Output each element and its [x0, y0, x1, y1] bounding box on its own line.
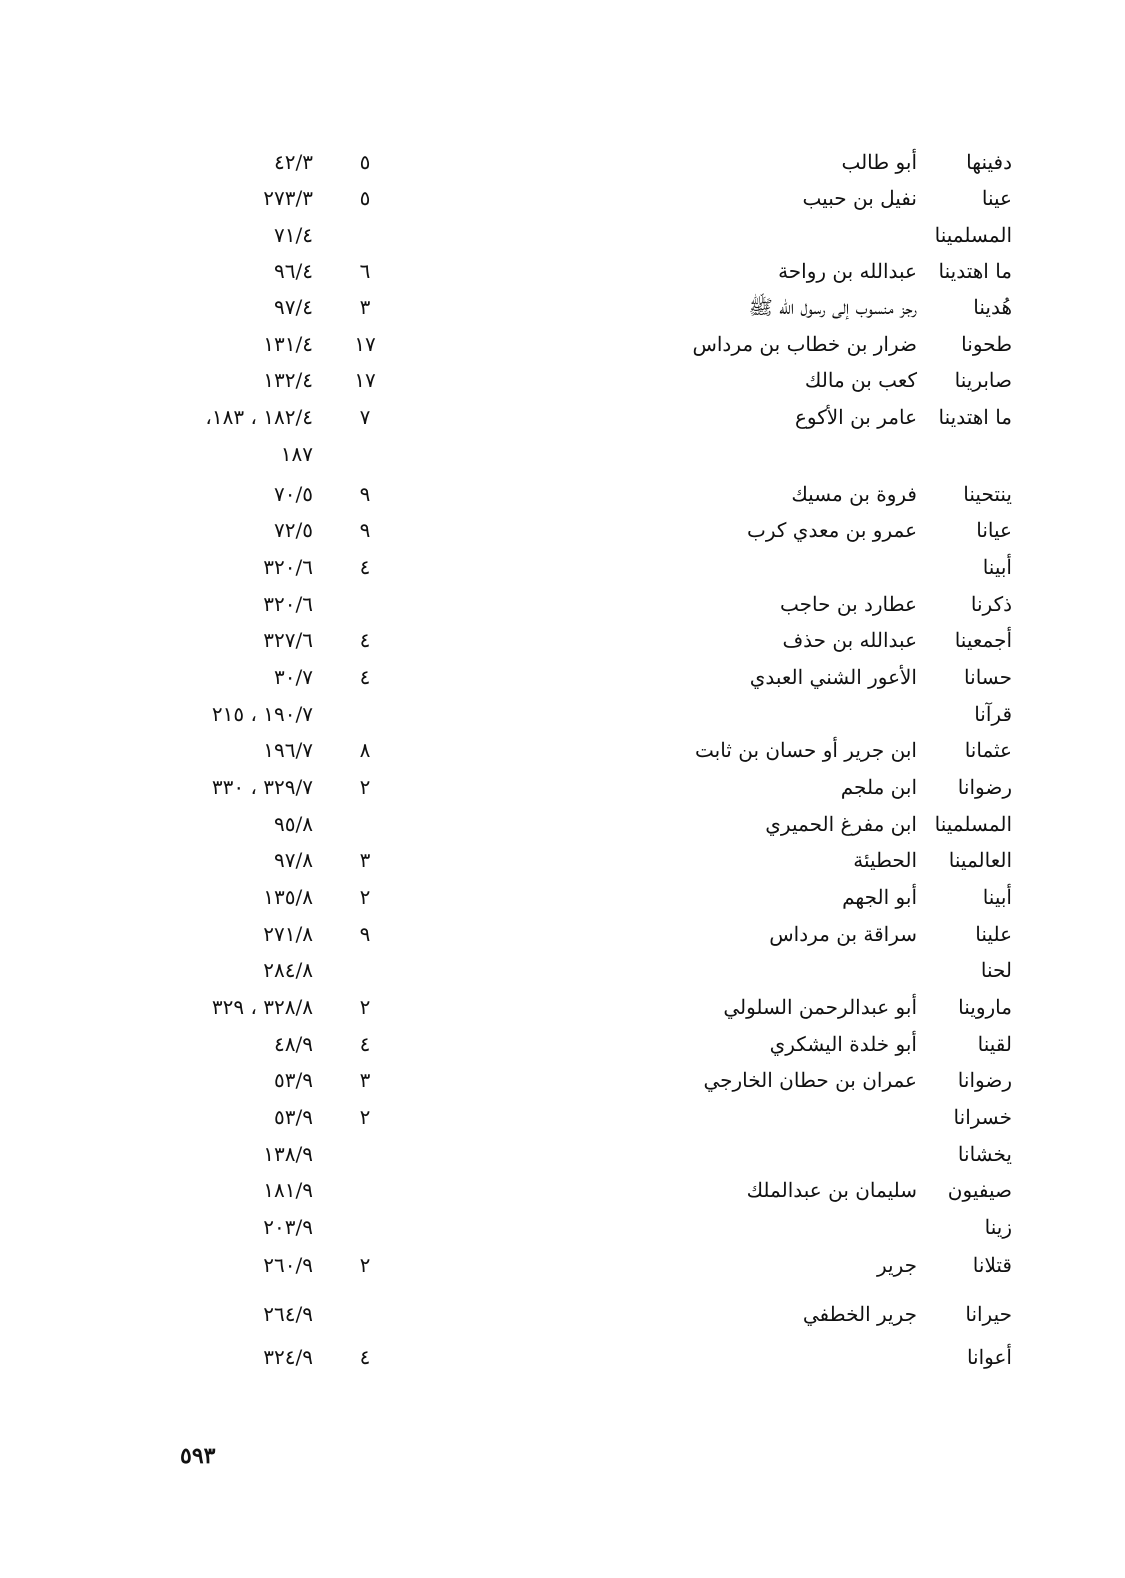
rhyme-word: قتلانا	[972, 1253, 1012, 1277]
index-row	[0, 181, 1125, 215]
rhyme-word: أجمعينا	[954, 628, 1012, 652]
verse-count	[345, 1210, 385, 1244]
verse-count: ٢	[359, 885, 371, 909]
verse-count	[345, 218, 385, 252]
poet-name: جرير	[877, 1253, 917, 1277]
index-row	[0, 917, 1125, 951]
volume-page-ref: ٣٢٠/٦	[263, 555, 313, 579]
volume-page-ref: ٩٧/٨	[274, 848, 313, 872]
poet-name: أبو عبدالرحمن السلولي	[723, 995, 917, 1019]
page-number: ٥٩٣	[180, 1443, 216, 1469]
index-row	[0, 363, 1125, 397]
volume-page-ref: ٢٦٤/٩	[263, 1302, 313, 1326]
volume-page-ref: ٩٧/٤	[274, 295, 313, 319]
verse-count: ٤	[359, 665, 371, 689]
index-row	[0, 1063, 1125, 1097]
index-row	[0, 990, 1125, 1024]
verse-count	[345, 953, 385, 987]
poet-name	[437, 218, 917, 252]
volume-page-ref: ٢٨٤/٨	[263, 958, 313, 982]
rhyme-word	[932, 437, 1012, 471]
volume-page-ref: ٥٣/٩	[274, 1105, 313, 1129]
index-row	[0, 1027, 1125, 1061]
index-row	[0, 1100, 1125, 1134]
index-row	[0, 327, 1125, 361]
volume-page-ref: ٣٠/٧	[274, 665, 313, 689]
rhyme-word: لقينا	[977, 1032, 1012, 1056]
poet-name	[437, 697, 917, 731]
index-row	[0, 1210, 1125, 1244]
poet-name: ابن مفرغ الحميري	[765, 812, 917, 836]
verse-count	[345, 1137, 385, 1171]
rhyme-word: عثمانا	[964, 738, 1012, 762]
poet-name: الحطيئة	[853, 848, 917, 872]
rhyme-word: أعوانا	[966, 1345, 1012, 1369]
poet-name: عطارد بن حاجب	[780, 592, 917, 616]
rhyme-word: رضوانا	[957, 1068, 1012, 1092]
rhyme-word: حيرانا	[965, 1302, 1012, 1326]
index-row	[0, 770, 1125, 804]
index-row	[0, 1173, 1125, 1207]
poet-name: ابن ملجم	[840, 775, 917, 799]
rhyme-word: خسرانا	[953, 1105, 1012, 1129]
volume-page-ref: ٢٧٣/٣	[263, 186, 313, 210]
index-row	[0, 145, 1125, 179]
volume-page-ref: ١٩٠/٧ ، ٢١٥	[211, 702, 313, 726]
verse-count: ٩	[359, 482, 371, 506]
index-row	[0, 587, 1125, 621]
volume-page-ref: ٢٦٠/٩	[263, 1253, 313, 1277]
verse-count: ٥	[359, 150, 371, 174]
index-row	[0, 400, 1125, 434]
volume-page-ref: ١٣٢/٤	[263, 368, 313, 392]
rhyme-word: العالمينا	[948, 848, 1012, 872]
rhyme-word: علينا	[975, 922, 1012, 946]
poet-name: عمران بن حطان الخارجي	[703, 1068, 917, 1092]
rhyme-word: صابرينا	[954, 368, 1012, 392]
poet-name: ابن جرير أو حسان بن ثابت	[695, 738, 917, 762]
poet-name	[437, 550, 917, 584]
rhyme-word: عينا	[981, 186, 1012, 210]
rhyme-word: قرآنا	[974, 702, 1012, 726]
poet-name: عبدالله بن حذف	[782, 628, 917, 652]
volume-page-ref: ٣٢٤/٩	[263, 1345, 313, 1369]
poet-name: أبو طالب	[841, 150, 917, 174]
volume-page-ref: ٢٠٣/٩	[263, 1215, 313, 1239]
volume-page-ref: ٣٢٠/٦	[263, 592, 313, 616]
rhyme-word: حسانا	[964, 665, 1012, 689]
rhyme-word: هُدينا	[973, 295, 1012, 319]
poet-name	[437, 437, 917, 471]
poet-name	[437, 1340, 917, 1374]
volume-page-ref: ١٣١/٤	[263, 332, 313, 356]
verse-count: ٦	[359, 259, 371, 283]
rhyme-word: أبينا	[982, 555, 1012, 579]
index-row	[0, 880, 1125, 914]
index-row	[0, 697, 1125, 731]
index-row	[0, 843, 1125, 877]
rhyme-word: المسلمينا	[934, 223, 1012, 247]
index-row	[0, 807, 1125, 841]
poet-name: جرير الخطفي	[802, 1302, 917, 1326]
verse-count	[345, 697, 385, 731]
volume-page-ref: ٣٢٨/٨ ، ٣٢٩	[211, 995, 313, 1019]
volume-page-ref: ٧٢/٥	[274, 518, 313, 542]
verse-count: ٩	[359, 922, 371, 946]
verse-count	[345, 1297, 385, 1331]
index-row	[0, 953, 1125, 987]
volume-page-ref: ٥٣/٩	[274, 1068, 313, 1092]
verse-count: ١٧	[354, 368, 376, 392]
index-row	[0, 218, 1125, 252]
rhyme-word: أبينا	[982, 885, 1012, 909]
verse-count: ٢	[359, 775, 371, 799]
poet-name: الأعور الشني العبدي	[749, 665, 917, 689]
verse-count: ٢	[359, 1105, 371, 1129]
rhyme-word: دفينها	[966, 150, 1012, 174]
rhyme-word: ما اهتدينا	[938, 259, 1012, 283]
index-row	[0, 437, 1125, 471]
poet-name: كعب بن مالك	[804, 368, 917, 392]
volume-page-ref: ٣٢٧/٦	[263, 628, 313, 652]
verse-count: ٢	[359, 1253, 371, 1277]
poet-name: عامر بن الأكوع	[794, 405, 917, 429]
index-row	[0, 1137, 1125, 1171]
rhyme-word: ماروينا	[958, 995, 1012, 1019]
verse-count	[345, 807, 385, 841]
verse-count: ٣	[359, 1068, 371, 1092]
poet-name: عمرو بن معدي كرب	[747, 518, 917, 542]
verse-count: ٣	[359, 848, 371, 872]
index-row	[0, 1297, 1125, 1331]
volume-page-ref: ١٨٧	[280, 442, 313, 466]
poet-name	[437, 1137, 917, 1171]
poet-name: رجز منسوب إلى رسول الله ﷺ	[748, 295, 917, 319]
rhyme-word: رضوانا	[957, 775, 1012, 799]
rhyme-word: عيانا	[976, 518, 1012, 542]
poet-name	[437, 1210, 917, 1244]
volume-page-ref: ٩٦/٤	[274, 259, 313, 283]
volume-page-ref: ٢٧١/٨	[263, 922, 313, 946]
poet-name: فروة بن مسيك	[791, 482, 917, 506]
poet-name	[437, 1100, 917, 1134]
verse-count: ٢	[359, 995, 371, 1019]
index-row	[0, 550, 1125, 584]
index-row	[0, 1248, 1125, 1282]
verse-count: ٤	[359, 1032, 371, 1056]
rhyme-word: المسلمينا	[934, 812, 1012, 836]
verse-count: ٣	[359, 295, 371, 319]
poet-name	[437, 953, 917, 987]
poet-name: سليمان بن عبدالملك	[746, 1178, 917, 1202]
poet-name: أبو الجهم	[842, 885, 917, 909]
poet-name: ضرار بن خطاب بن مرداس	[692, 332, 917, 356]
volume-page-ref: ٤٢/٣	[274, 150, 313, 174]
verse-count: ٨	[359, 738, 371, 762]
volume-page-ref: ٣٢٩/٧ ، ٣٣٠	[211, 775, 313, 799]
rhyme-word: زينا	[984, 1215, 1012, 1239]
verse-count: ٩	[359, 518, 371, 542]
index-row	[0, 477, 1125, 511]
rhyme-word: ذكرنا	[970, 592, 1012, 616]
rhyme-word: طحونا	[961, 332, 1012, 356]
verse-count	[345, 587, 385, 621]
verse-count	[345, 1173, 385, 1207]
rhyme-word: ما اهتدينا	[938, 405, 1012, 429]
volume-page-ref: ١٣٥/٨	[263, 885, 313, 909]
index-row	[0, 623, 1125, 657]
index-row	[0, 254, 1125, 288]
rhyme-word: ينتحينا	[963, 482, 1012, 506]
volume-page-ref: ١٨٢/٤ ، ١٨٣،	[205, 405, 313, 429]
index-row	[0, 1340, 1125, 1374]
verse-count: ٤	[359, 628, 371, 652]
verse-count: ٥	[359, 186, 371, 210]
poet-name: أبو خلدة اليشكري	[769, 1032, 917, 1056]
verse-count	[345, 437, 385, 471]
volume-page-ref: ٩٥/٨	[274, 812, 313, 836]
volume-page-ref: ٧١/٤	[274, 223, 313, 247]
volume-page-ref: ٤٨/٩	[274, 1032, 313, 1056]
rhyme-word: يخشانا	[957, 1142, 1012, 1166]
volume-page-ref: ٧٠/٥	[274, 482, 313, 506]
rhyme-word: لحنا	[980, 958, 1012, 982]
verse-count: ٤	[359, 555, 371, 579]
volume-page-ref: ١٩٦/٧	[263, 738, 313, 762]
rhyme-word: صيفيون	[947, 1178, 1012, 1202]
poet-name: نفيل بن حبيب	[802, 186, 917, 210]
index-row	[0, 660, 1125, 694]
poet-name: سراقة بن مرداس	[769, 922, 917, 946]
verse-count: ١٧	[354, 332, 376, 356]
volume-page-ref: ١٨١/٩	[263, 1178, 313, 1202]
volume-page-ref: ١٣٨/٩	[263, 1142, 313, 1166]
verse-count: ٤	[359, 1345, 371, 1369]
index-row	[0, 733, 1125, 767]
index-row	[0, 513, 1125, 547]
verse-count: ٧	[359, 405, 371, 429]
poet-name: عبدالله بن رواحة	[778, 259, 917, 283]
index-row	[0, 290, 1125, 324]
